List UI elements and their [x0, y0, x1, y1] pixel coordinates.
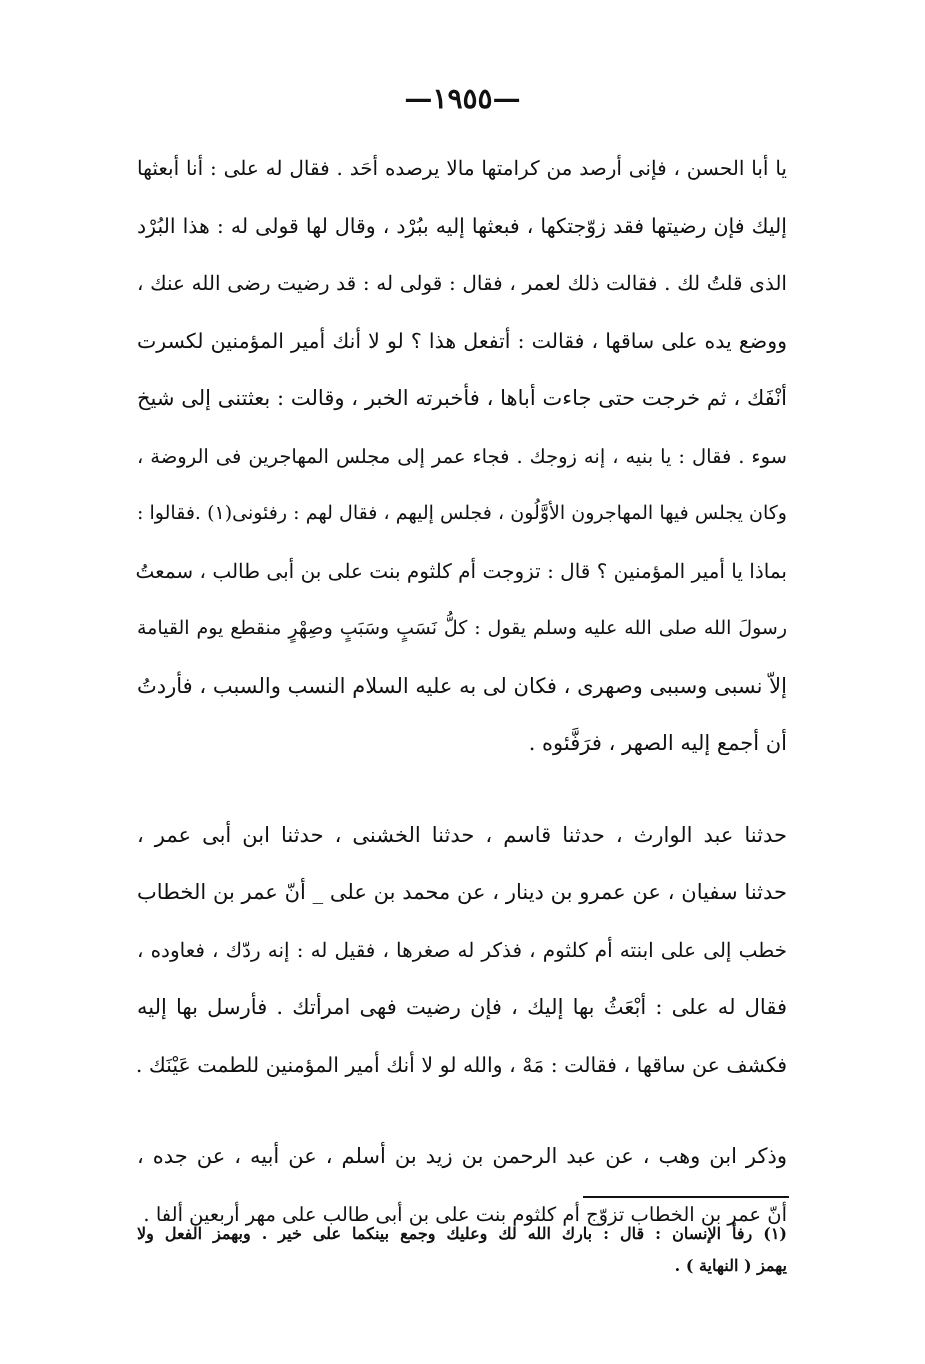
- footnote-line: (١) رفأ الإنسان : قال : بارك الله لك وعليك وجمع بينكما على خير . وبهمز الفعل ولا: [137, 1224, 787, 1243]
- paragraph-2: [137, 807, 787, 1095]
- paragraph-gap: [137, 1094, 787, 1128]
- text-line: حدثنا سفيان ، عن عمرو بن دينار ، عن محمد بن على _ أنّ عمر بن الخطاب: [137, 880, 787, 904]
- text-line: أنْفَك ، ثم خرجت حتى جاءت أباها ، فأخبرته الخبر ، وقالت : بعثتنى إلى شيخ: [137, 386, 787, 410]
- text-line: أنّ عمر بن الخطاب تزوّج أم كلثوم بنت على بن أبى طالب على مهر أربعين ألفا .: [143, 1202, 787, 1226]
- text-line: وكان يجلس فيها المهاجرون الأوَّلُون ، فجلس إليهم ، فقال لهم : رفئونى(١) .فقالوا :: [137, 502, 787, 524]
- text-line: يا أبا الحسن ، فإنى أرصد من كرامتها مالا يرصده أحَد . فقال له على : أنا أبعثها: [137, 156, 787, 180]
- paragraph-1: [137, 140, 787, 773]
- text-line: أن أجمع إليه الصهر ، فرَفَّئوه .: [528, 731, 787, 755]
- page-number: —١٩٥٥—: [404, 82, 521, 115]
- text-line: بماذا يا أمير المؤمنين ؟ قال : تزوجت أم كلثوم بنت على بن أبى طالب ، سمعتُ: [135, 558, 787, 583]
- body-text: [137, 140, 787, 1243]
- text-line: فقال له على : أبْعَثُ بها إليك ، فإن رضيت فهى امرأتك . فأرسل بها إليه: [137, 995, 787, 1019]
- paragraph-gap: [137, 773, 787, 807]
- text-line: إليك فإن رضيتها فقد زوّجتكها ، فبعثها إليه ببُرْد ، وقال لها قولى له : هذا البُرْد: [137, 213, 787, 238]
- text-line: فكشف عن ساقها ، فقالت : مَهْ ، والله لو لا أنك أمير المؤمنين للطمت عَيْنَك .: [135, 1052, 787, 1077]
- text-line: حدثنا عبد الوارث ، حدثنا قاسم ، حدثنا الخشنى ، حدثنا ابن أبى عمر ،: [137, 822, 787, 847]
- text-line: وذكر ابن وهب ، عن عبد الرحمن بن زيد بن أسلم ، عن أبيه ، عن جده ،: [137, 1144, 787, 1168]
- text-line: إلاّ نسبى وسببى وصهرى ، فكان لى به عليه السلام النسب والسبب ، فأردتُ: [137, 673, 787, 698]
- text-line: الذى قلتُ لك . فقالت ذلك لعمر ، فقال : قولى له : قد رضيت رضى الله عنك ،: [137, 271, 787, 295]
- text-line: خطب إلى على ابنته أم كلثوم ، فذكر له صغرها ، فقيل له : إنه ردّك ، فعاوده ،: [137, 937, 787, 962]
- text-line: سوء . فقال : يا بنيه ، إنه زوجك . فجاء عمر إلى مجلس المهاجرين فى الروضة ،: [137, 444, 787, 468]
- text-line: رسولَ الله صلى الله عليه وسلم يقول : كلُّ نَسَبٍ وسَبَبٍ وصِهْرٍ منقطع يوم القيامة: [137, 617, 787, 639]
- text-line: ووضع يده على ساقها ، فقالت : أتفعل هذا ؟ لو لا أنك أمير المؤمنين لكسرت: [137, 328, 787, 353]
- footnote: [137, 1218, 787, 1282]
- footnote-line: يهمز ( النهاية ) .: [674, 1256, 787, 1275]
- footnote-separator: [583, 1196, 789, 1198]
